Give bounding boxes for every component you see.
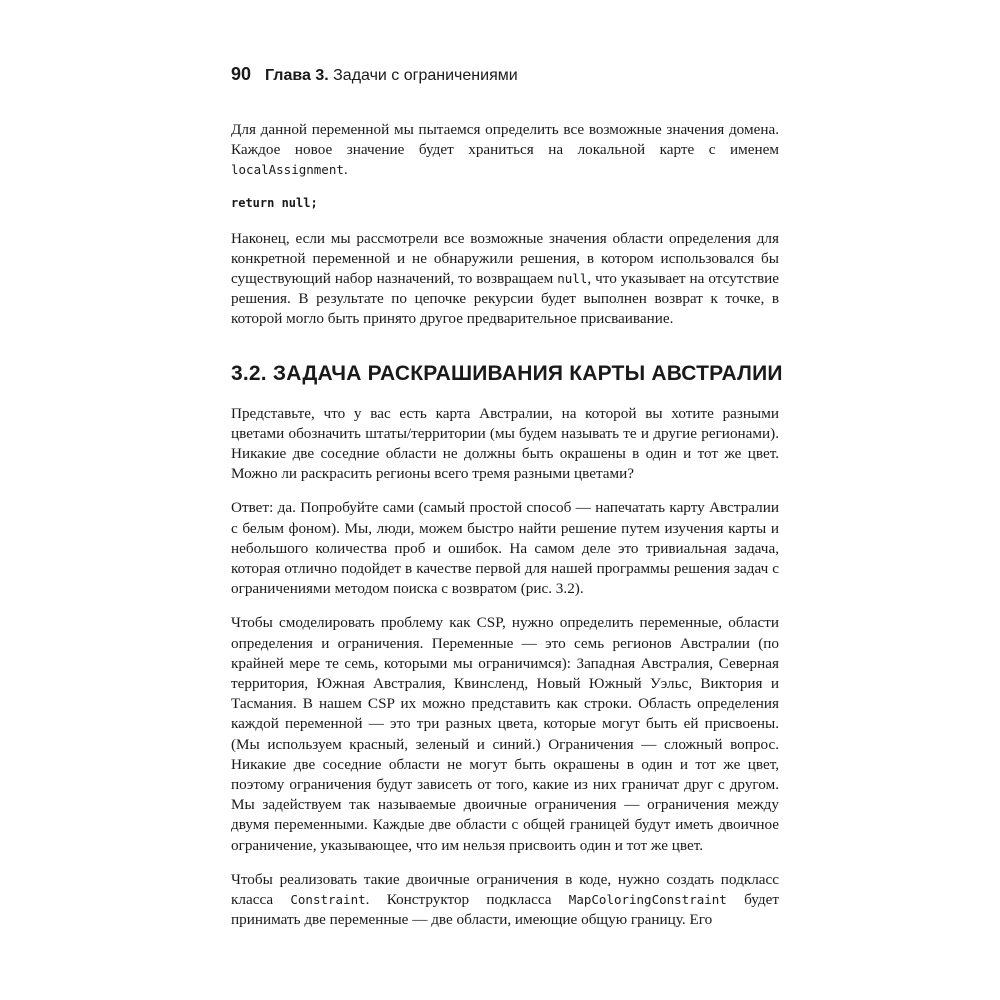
paragraph-binary-constraints bbox=[231, 870, 779, 931]
paragraph-text: . bbox=[343, 161, 348, 179]
paragraph-text: , что указывает на отсутствие решения. В результате по цепочке рекурсии будет выполнен возврат к точке, в которой могло быть принято другое предварительное присваивание. bbox=[231, 270, 779, 328]
section-heading: 3.2. ЗАДАЧА РАСКРАШИВАНИЯ КАРТЫ АВСТРАЛИИ bbox=[231, 361, 783, 385]
paragraph-text: будет принимать две переменные — две области, имеющие общую границу. Его bbox=[231, 891, 779, 929]
chapter-title: Задачи с ограничениями bbox=[333, 67, 518, 84]
paragraph-text: Чтобы реализовать такие двоичные ограничения в коде, нужно создать подкласс класса bbox=[231, 870, 779, 909]
page-number: 90 bbox=[231, 64, 252, 84]
paragraph-text: . Конструктор подкласса bbox=[365, 891, 569, 909]
paragraph-domain-values bbox=[231, 120, 779, 181]
code-return-null: return null; bbox=[231, 195, 318, 210]
inline-code-null: null bbox=[557, 271, 588, 287]
chapter-label: Глава 3. bbox=[265, 67, 329, 84]
running-header bbox=[231, 62, 779, 88]
paragraph-text: Для данной переменной мы пытаемся определить все возможные значения домена. Каждое новое значение будет храниться на локальной карте с именем bbox=[231, 121, 779, 159]
inline-code-localassignment: localAssignment bbox=[231, 162, 344, 178]
paragraph-answer: Ответ: да. Попробуйте сами (самый простой способ — напечатать карту Австралии с белым фоном). Мы, люди, можем быстро найти решение путем изучения карты и небольшого количества проб и ошибок. На самом деле это тривиальная задача, которая отлично подойдет в качестве первой для нашей программы решения задач с ограничениями методом поиска с возвратом (рис. 3.2). bbox=[231, 499, 779, 598]
paragraph-no-solution bbox=[231, 229, 779, 330]
inline-code-constraint: Constraint bbox=[290, 892, 366, 908]
inline-code-mapcoloringconstraint: MapColoringConstraint bbox=[568, 892, 727, 908]
paragraph-csp-model: Чтобы смоделировать проблему как CSP, нужно определить переменные, области определения и ограничения. Переменные — это семь регионов Австралии (по крайней мере те семь, которыми мы ограничимся): Западная Австралия, Северная территория, Южная Австралия, Квинсленд, Новый Южный Уэльс, Виктория и Тасмания. В нашем CSP их можно представить как строки. Область определения каждой переменной — это три разных цвета, которые могут быть ей присвоены. (Мы используем красный, зеленый и синий.) Ограничения — сложный вопрос. Никакие две соседние области не могут быть окрашены в один и тот же цвет, поэтому ограничения будут зависеть от того, какие из них граничат друг с другом. Мы задействуем так называемые двоичные ограничения — ограничения между двумя переменными. Каждые две области с общей границей будут иметь двоичное ограничение, указывающее, что им нельзя присвоить один и тот же цвет. bbox=[231, 614, 779, 854]
paragraph-map-intro: Представьте, что у вас есть карта Австралии, на которой вы хотите разными цветами обозначить штаты/территории (мы будем называть те и другие регионами). Никакие две соседние области не должны быть окрашены в один и тот же цвет. Можно ли раскрасить регионы всего тремя разными цветами? bbox=[231, 404, 779, 483]
paragraph-text: Наконец, если мы рассмотрели все возможные значения области определения для конкретной переменной и не обнаружили решения, в котором использовался бы существующий набор назначений, то возвращаем bbox=[231, 229, 779, 288]
book-page bbox=[231, 62, 783, 945]
